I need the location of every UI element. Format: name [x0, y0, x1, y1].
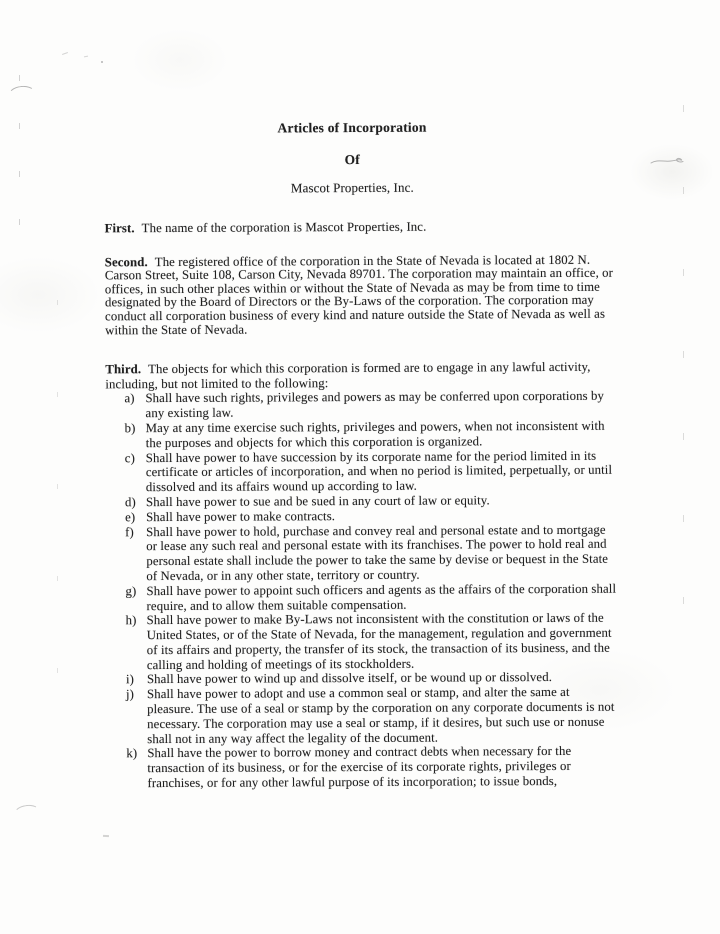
company-name: Mascot Properties, Inc. — [290, 179, 414, 196]
list-item — [107, 744, 617, 791]
scan-artifact-pen-scribble — [650, 154, 688, 168]
list-item-marker: i) — [125, 672, 134, 687]
article-third — [105, 360, 615, 392]
list-item-marker: a) — [124, 391, 135, 406]
scan-artifact-right-margin-dashes — [683, 105, 684, 675]
list-item — [106, 581, 616, 613]
list-item-text: Shall have power to sue and be sued in any court of law or equity. — [145, 493, 490, 510]
article-first — [105, 220, 615, 236]
list-item — [106, 419, 616, 451]
list-item — [107, 611, 617, 673]
list-item-text: Shall have the power to borrow money and contract debts when necessary for the transaction of its business, or for the exercise of its corporate rights, privileges or franchises, or for any other lawful purpose of its incorporation; to issue bonds, — [147, 744, 572, 791]
list-item — [106, 448, 616, 495]
document-body — [104, 120, 617, 792]
list-item-marker: k) — [126, 746, 138, 761]
scan-artifact-speck — [103, 835, 109, 837]
list-item-marker: f) — [125, 524, 134, 539]
article-third-label: Third. — [105, 362, 142, 377]
list-item-marker: g) — [125, 583, 137, 598]
list-item-marker: c) — [124, 450, 135, 465]
list-item — [107, 685, 617, 747]
list-item-marker: e) — [125, 509, 136, 524]
document-subtitle: Of — [344, 151, 360, 168]
scan-artifact-speck — [101, 61, 103, 63]
article-second — [105, 253, 615, 337]
list-item-marker: b) — [124, 421, 136, 436]
list-item-text: Shall have power to make contracts. — [146, 508, 336, 524]
list-item-marker: j) — [125, 687, 135, 702]
list-item — [106, 522, 616, 584]
scan-artifact-tick — [62, 52, 68, 55]
powers-list — [105, 389, 617, 791]
document-title: Articles of Incorporation — [277, 119, 427, 136]
list-item-text: Shall have power to wind up and dissolve itself, or be wound up or dissolved. — [146, 670, 553, 687]
list-item-text: Shall have such rights, privileges and powers as may be conferred upon corporations by any existing law. — [145, 389, 604, 421]
scan-artifact-tick — [84, 56, 88, 58]
list-item-marker: d) — [124, 495, 136, 510]
scan-artifact-arc-top-left — [7, 85, 37, 106]
scan-artifact-left-margin-dashes-upper — [19, 75, 20, 245]
article-first-text: The name of the corporation is Mascot Properties, Inc. — [141, 219, 427, 236]
list-item-text: Shall have power to have succession by its corporate name for the period limited in its certificate or articles of incorporation, and when no period is limited, perpetually, or until dissolved and its affairs wound up according to law. — [145, 448, 613, 495]
article-third-text: The objects for which this corporation is formed are to engage in any lawful activity, including, but not limited to the following: — [105, 359, 591, 392]
list-item-text: May at any time exercise such rights, privileges and powers, when not inconsistent with the purposes and objects for which this corporation is organized. — [145, 418, 605, 450]
article-second-text: The registered office of the corporation in the State of Nevada is located at 1802 N. Carson Street, Suite 108, Carson City, Nevada 89701. The corporation may maintain an office, or offices, in such other places within or without the State of Nevada as may be from time to time designated by the Board of Directors or the By-Laws of the corporation. The corporation may conduct all corporation business of every kind and nature outside the State of Nevada as well as within the State of Nevada. — [104, 252, 614, 337]
article-first-label: First. — [104, 221, 135, 236]
list-item-marker: h) — [125, 613, 137, 628]
list-item-text: Shall have power to adopt and use a common seal or stamp, and alter the same at pleasure. The use of a seal or stamp by the corporation on any corporate documents is not necessary. The corporation may use a seal or stamp, if it desires, but such use or nonuse shall not in any way affect the legality of the document. — [146, 685, 615, 746]
list-item — [105, 389, 615, 421]
list-item-text: Shall have power to make By-Laws not inconsistent with the constitution or laws of the United States, or of the State of Nevada, for the management, regulation and government of its affairs and property, the transfer of its stock, the transaction of its business, and the calling and holding of meetings of its stockholders. — [146, 611, 612, 672]
scan-artifact-left-margin-dashes-lower — [57, 300, 58, 710]
list-item-text: Shall have power to hold, purchase and convey real and personal estate and to mortgage or lease any such real and personal estate with its franchises. The power to hold real and personal estate shall include the power to take the same by devise or bequest in the State of Nevada, or in any other state, territory or country. — [146, 522, 609, 584]
scan-artifact-arc-bottom-left — [13, 803, 41, 822]
list-item-text: Shall have power to appoint such officers and agents as the affairs of the corporation shall require, and to allow them suitable compensation. — [146, 581, 617, 613]
article-second-label: Second. — [104, 254, 148, 269]
